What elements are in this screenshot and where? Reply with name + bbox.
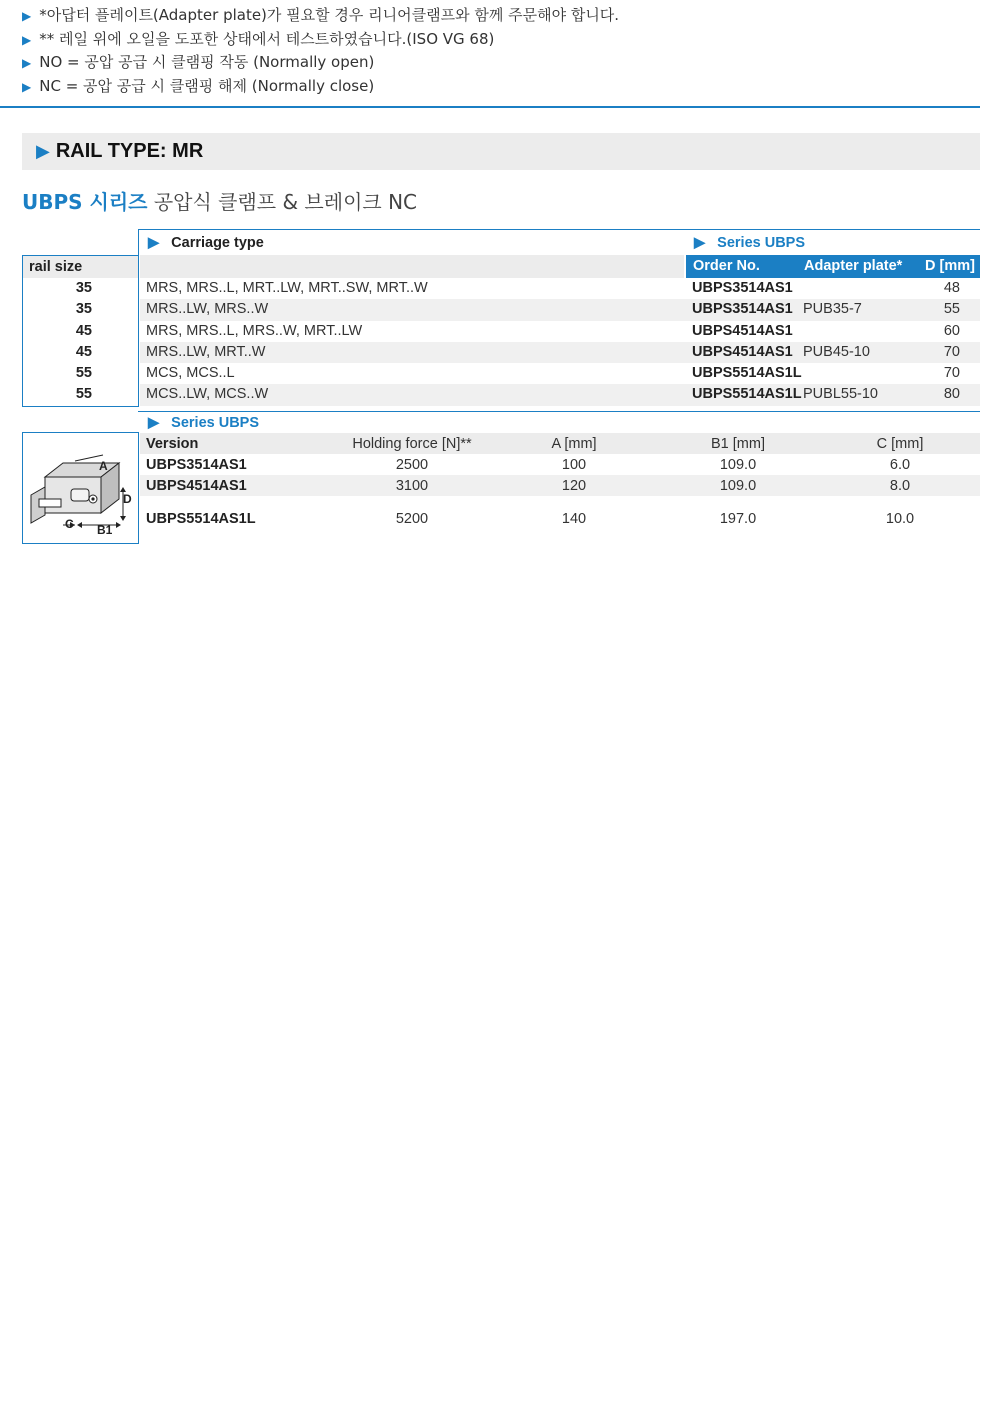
- a-mm-header: A [mm]: [551, 436, 597, 452]
- c-mm-header: C [mm]: [876, 436, 924, 452]
- series-title: [22, 186, 417, 215]
- version-cell: UBPS3514AS1: [146, 457, 247, 473]
- triangle-bullet-icon: ▶: [694, 235, 706, 251]
- adapter-cell: PUB35-7: [803, 301, 862, 318]
- table-row: [140, 475, 980, 496]
- c-cell: 6.0: [889, 457, 911, 473]
- carriage-cell: MRS..LW, MRT..W: [146, 343, 266, 360]
- series-title-rest: 공압식 클램프 & 브레이크 NC: [147, 190, 417, 214]
- carriage-cell: MCS..LW, MCS..W: [146, 386, 269, 403]
- carriage-table-column-header: [22, 255, 980, 278]
- table-row: [22, 384, 980, 405]
- rail-type-bar: [22, 133, 980, 170]
- clamp-drawing-icon: [23, 433, 138, 543]
- d-cell: 55: [943, 301, 960, 318]
- order-no-cell: UBPS4514AS1: [692, 343, 793, 360]
- series-title-highlight: UBPS 시리즈: [22, 190, 148, 214]
- holding-force-header: Holding force [N]**: [352, 436, 472, 452]
- b1-cell: 109.0: [719, 478, 757, 494]
- dimension-label-d: D: [123, 492, 132, 506]
- dimension-label-c: C: [65, 517, 74, 531]
- triangle-bullet-icon: ▶: [36, 141, 50, 162]
- version-header: Version: [146, 436, 199, 452]
- series-header: Series UBPS: [171, 415, 260, 431]
- b1-cell: 197.0: [719, 511, 757, 527]
- order-no-cell: UBPS3514AS1: [692, 301, 793, 318]
- rail-size-header: rail size: [29, 259, 83, 275]
- rail-size-cell: 35: [75, 301, 92, 318]
- table-row: [22, 342, 980, 363]
- table-row: [22, 299, 980, 320]
- triangle-bullet-icon: ▶: [148, 415, 160, 431]
- d-cell: 48: [943, 280, 960, 296]
- carriage-type-header: Carriage type: [171, 235, 264, 251]
- order-no-cell: UBPS3514AS1: [692, 280, 793, 296]
- version-cell: UBPS4514AS1: [146, 478, 247, 494]
- note-item: ▶ *아답터 플레이트(Adapter plate)가 필요할 경우 리니어클램프와 함께 주문해야 합니다.: [22, 4, 619, 28]
- rail-size-cell: 45: [75, 322, 92, 339]
- triangle-bullet-icon: ▶: [22, 79, 32, 94]
- rail-size-cell: 35: [75, 280, 92, 296]
- d-mm-header: D [mm]: [925, 258, 975, 274]
- d-cell: 80: [943, 386, 960, 403]
- triangle-bullet-icon: ▶: [22, 32, 32, 47]
- table-row: [140, 454, 980, 475]
- triangle-bullet-icon: ▶: [22, 56, 32, 70]
- series-header: Series UBPS: [717, 235, 806, 251]
- order-no-cell: UBPS4514AS1: [692, 322, 793, 339]
- holding-force-cell: 5200: [395, 511, 429, 527]
- notes-list: [22, 4, 619, 98]
- b1-mm-header: B1 [mm]: [711, 436, 765, 452]
- dimension-label-b1: B1: [97, 523, 113, 537]
- rail-size-cell: 55: [75, 365, 92, 382]
- carriage-cell: MRS..LW, MRS..W: [146, 301, 269, 318]
- clamp-dimension-diagram: [22, 432, 139, 544]
- note-item: ▶ NO = 공압 공급 시 클램핑 작동 (Normally open): [22, 51, 619, 75]
- version-table-header: [140, 433, 980, 454]
- a-cell: 140: [561, 511, 587, 527]
- holding-force-cell: 2500: [395, 457, 429, 473]
- carriage-cell: MCS, MCS..L: [146, 365, 235, 382]
- d-cell: 70: [943, 365, 960, 382]
- order-no-header: Order No.: [693, 258, 760, 274]
- note-item: ▶ NC = 공압 공급 시 클램핑 해제 (Normally close): [22, 75, 619, 99]
- c-cell: 8.0: [889, 478, 911, 494]
- triangle-bullet-icon: ▶: [22, 9, 32, 23]
- adapter-plate-header: Adapter plate*: [804, 258, 903, 274]
- carriage-table-top-header: [138, 229, 980, 256]
- order-no-cell: UBPS5514AS1L: [692, 386, 802, 403]
- rail-size-cell: 45: [75, 343, 92, 360]
- section-divider: [0, 106, 980, 108]
- a-cell: 120: [561, 478, 587, 494]
- d-cell: 70: [943, 343, 960, 360]
- dimension-label-a: A: [99, 459, 108, 473]
- table-row: [22, 363, 980, 384]
- note-item: ▶ ** 레일 위에 오일을 도포한 상태에서 테스트하였습니다.(ISO VG 68): [22, 28, 619, 52]
- rail-size-cell: 55: [75, 386, 92, 403]
- rail-type-title: RAIL TYPE: MR: [55, 140, 204, 162]
- order-no-cell: UBPS5514AS1L: [692, 365, 802, 382]
- triangle-bullet-icon: ▶: [148, 235, 160, 251]
- carriage-cell: MRS, MRS..L, MRS..W, MRT..LW: [146, 322, 363, 339]
- a-cell: 100: [561, 457, 587, 473]
- table-row: [140, 508, 980, 529]
- carriage-cell: MRS, MRS..L, MRT..LW, MRT..SW, MRT..W: [146, 280, 428, 296]
- table-row: [22, 278, 980, 299]
- carriage-table-body: [22, 278, 980, 406]
- d-cell: 60: [943, 322, 960, 339]
- adapter-cell: PUB45-10: [803, 343, 870, 360]
- holding-force-cell: 3100: [395, 478, 429, 494]
- table-row: [22, 321, 980, 342]
- c-cell: 10.0: [885, 511, 915, 527]
- b1-cell: 109.0: [719, 457, 757, 473]
- adapter-cell: PUBL55-10: [803, 386, 878, 403]
- version-cell: UBPS5514AS1L: [146, 511, 256, 527]
